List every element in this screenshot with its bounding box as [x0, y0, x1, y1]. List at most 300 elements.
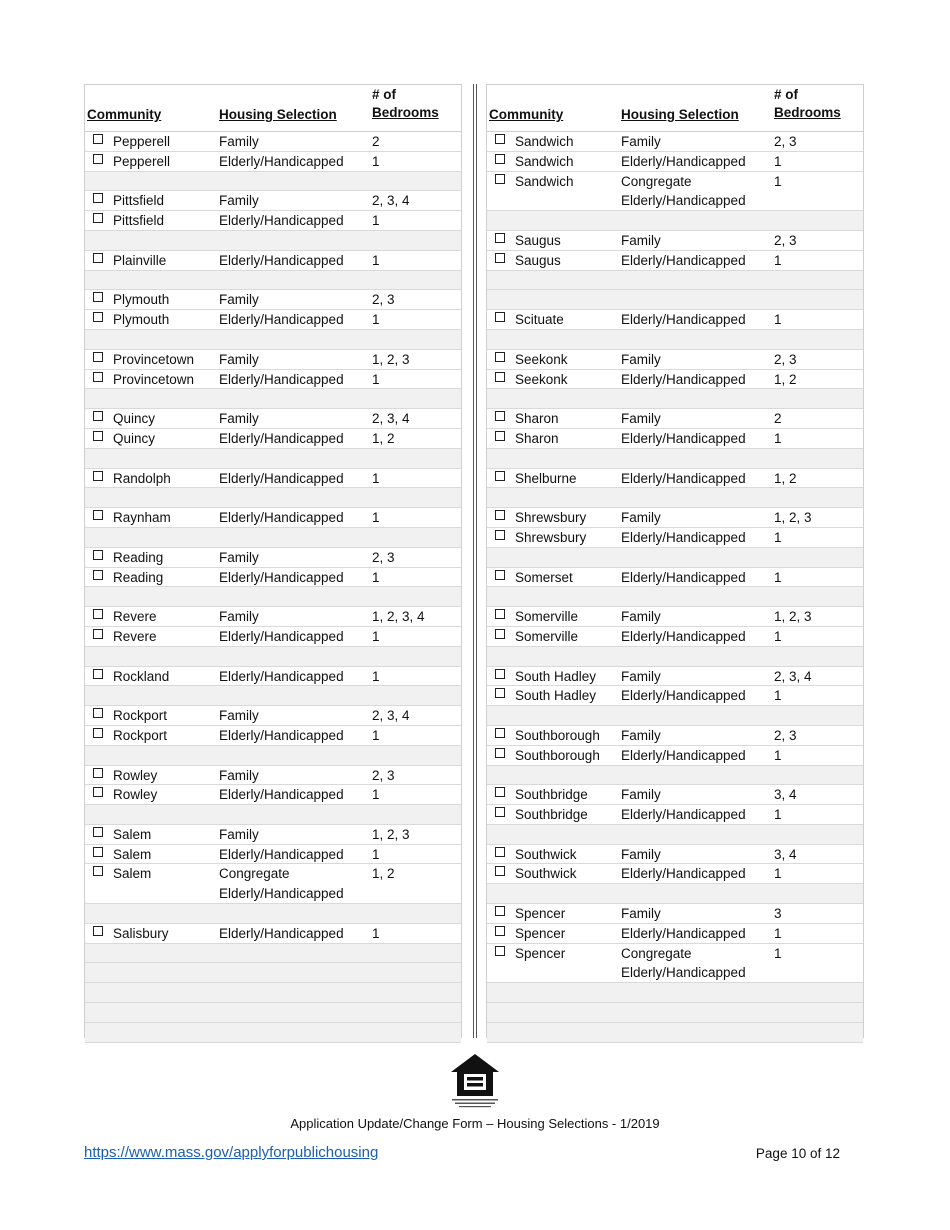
selection-checkbox[interactable]: [93, 352, 103, 362]
housing-selection: Family: [219, 351, 259, 367]
housing-selection: Elderly/Handicapped: [621, 866, 746, 882]
selection-checkbox[interactable]: [93, 768, 103, 778]
bedrooms-value: 1, 2, 3: [372, 351, 410, 367]
community-name: Shrewsbury: [515, 529, 587, 545]
housing-selection: Elderly/Handicapped: [621, 153, 746, 169]
spacer-row: [487, 1023, 863, 1043]
selection-checkbox[interactable]: [93, 550, 103, 560]
community-name: Pittsfield: [113, 213, 165, 229]
community-name: Rockport: [113, 708, 168, 724]
community-name: Sharon: [515, 430, 559, 446]
spacer-row: [487, 884, 863, 904]
community-name: Spencer: [515, 925, 566, 941]
selection-checkbox[interactable]: [495, 906, 505, 916]
community-name: Plainville: [113, 252, 167, 268]
community-header: Community: [489, 107, 564, 122]
table-row: [85, 469, 461, 489]
housing-selection: Family: [219, 292, 259, 308]
bedrooms-value: 2, 3, 4: [372, 411, 410, 427]
selection-checkbox[interactable]: [495, 629, 505, 639]
community-name: Reading: [113, 569, 164, 585]
spacer-row: [487, 548, 863, 568]
page-number: Page 10 of 12: [755, 1146, 840, 1161]
bedrooms-value: 1: [774, 628, 782, 644]
spacer-row: [85, 805, 461, 825]
table-row: [487, 370, 863, 390]
bedrooms-value: 1, 2: [774, 470, 797, 486]
bedrooms-value: 1: [774, 925, 782, 941]
selection-checkbox[interactable]: [93, 134, 103, 144]
bedrooms-value: 1: [372, 371, 380, 387]
bedrooms-header-line2: Bedrooms: [774, 105, 841, 120]
spacer-row: [85, 231, 461, 251]
housing-selection: Elderly/Handicapped: [219, 925, 344, 941]
footer-title: Application Update/Change Form – Housing Selections - 1/2019: [290, 1116, 660, 1131]
community-name: Plymouth: [113, 292, 170, 308]
table-row: [85, 132, 461, 152]
right-table: [486, 84, 864, 1038]
selection-checkbox[interactable]: [495, 807, 505, 817]
bedrooms-value: 3, 4: [774, 787, 797, 803]
column-divider: [473, 84, 477, 1038]
housing-selection: Family: [621, 351, 661, 367]
selection-checkbox[interactable]: [495, 174, 505, 184]
housing-selection: Elderly/Handicapped: [219, 628, 344, 644]
table-row: [85, 845, 461, 865]
bedrooms-value: 1, 2: [372, 430, 395, 446]
left-table: [84, 84, 462, 1038]
housing-selection: Elderly/Handicapped: [219, 787, 344, 803]
bedrooms-value: 1, 2, 3: [774, 609, 812, 625]
table-row: [487, 805, 863, 825]
spacer-row: [85, 389, 461, 409]
table-row: [85, 548, 461, 568]
right-rows: [487, 132, 863, 1043]
selection-checkbox[interactable]: [93, 926, 103, 936]
table-row: [487, 607, 863, 627]
bedrooms-value: 1: [774, 807, 782, 823]
selection-checkbox[interactable]: [93, 708, 103, 718]
spacer-row: [487, 330, 863, 350]
selection-checkbox[interactable]: [495, 411, 505, 421]
housing-selection: Elderly/Handicapped: [219, 569, 344, 585]
table-row: [85, 766, 461, 786]
table-row: [85, 785, 461, 805]
bedrooms-value: 1: [372, 628, 380, 644]
housing-selection: Elderly/Handicapped: [621, 371, 746, 387]
table-header: [487, 85, 863, 132]
selection-checkbox[interactable]: [93, 193, 103, 203]
community-name: Salem: [113, 826, 152, 842]
selection-checkbox[interactable]: [495, 312, 505, 322]
selection-checkbox[interactable]: [495, 787, 505, 797]
housing-selection: Family: [219, 708, 259, 724]
bedrooms-value: 1: [372, 213, 380, 229]
table-row: [487, 429, 863, 449]
housing-selection: Family: [621, 846, 661, 862]
table-row: [85, 290, 461, 310]
housing-selection: Family: [621, 411, 661, 427]
housing-selection: Elderly/Handicapped: [219, 727, 344, 743]
spacer-row: [85, 271, 461, 291]
selection-checkbox[interactable]: [495, 688, 505, 698]
spacer-row: [487, 290, 863, 310]
community-name: Somerville: [515, 609, 579, 625]
selection-checkbox[interactable]: [93, 213, 103, 223]
selection-checkbox[interactable]: [93, 629, 103, 639]
bedrooms-value: 1: [372, 153, 380, 169]
table-row: [85, 667, 461, 687]
table-row: [85, 568, 461, 588]
bedrooms-value: 1: [372, 787, 380, 803]
table-row: [487, 172, 863, 212]
spacer-row: [487, 1003, 863, 1023]
selection-checkbox[interactable]: [495, 609, 505, 619]
selection-checkbox[interactable]: [93, 728, 103, 738]
community-name: Somerset: [515, 569, 573, 585]
housing-selection: Elderly/Handicapped: [219, 470, 344, 486]
community-name: Shelburne: [515, 470, 577, 486]
table-row: [85, 627, 461, 647]
community-name: Spencer: [515, 906, 566, 922]
housing-selection: Elderly/Handicapped: [621, 925, 746, 941]
selection-checkbox[interactable]: [495, 134, 505, 144]
equal-housing-opportunity-icon: [449, 1052, 501, 1108]
spacer-row: [487, 449, 863, 469]
selection-checkbox[interactable]: [495, 570, 505, 580]
selection-checkbox[interactable]: [495, 233, 505, 243]
table-row: [85, 350, 461, 370]
selection-checkbox[interactable]: [93, 510, 103, 520]
bedrooms-header-line2: Bedrooms: [372, 105, 439, 120]
community-name: Southwick: [515, 866, 577, 882]
housing-selection: Elderly/Handicapped: [219, 371, 344, 387]
bedrooms-value: 1: [774, 945, 782, 961]
bedrooms-value: 3: [774, 906, 782, 922]
housing-selection: Family: [219, 826, 259, 842]
table-row: [487, 944, 863, 984]
spacer-row: [85, 944, 461, 964]
selection-checkbox[interactable]: [93, 372, 103, 382]
table-row: [487, 667, 863, 687]
table-row: [487, 469, 863, 489]
selection-checkbox[interactable]: [93, 292, 103, 302]
housing-selection: Family: [621, 609, 661, 625]
community-header: Community: [87, 107, 162, 122]
housing-selection: Congregate: [621, 173, 692, 189]
bedrooms-value: 3, 4: [774, 846, 797, 862]
table-row: [487, 132, 863, 152]
bedrooms-value: 1: [372, 846, 380, 862]
community-name: Sandwich: [515, 153, 574, 169]
selection-checkbox[interactable]: [93, 471, 103, 481]
table-row: [487, 409, 863, 429]
community-name: Rowley: [113, 787, 158, 803]
bedrooms-value: 2, 3: [774, 351, 797, 367]
table-row: [85, 409, 461, 429]
table-row: [85, 310, 461, 330]
spacer-row: [85, 587, 461, 607]
housing-selection: Elderly/Handicapped: [621, 569, 746, 585]
selection-checkbox[interactable]: [495, 510, 505, 520]
spacer-row: [487, 587, 863, 607]
selection-checkbox[interactable]: [93, 669, 103, 679]
spacer-row: [85, 963, 461, 983]
bedrooms-header: [774, 86, 841, 122]
spacer-row: [487, 983, 863, 1003]
selection-checkbox[interactable]: [93, 570, 103, 580]
left-rows: [85, 132, 461, 1043]
spacer-row: [487, 211, 863, 231]
housing-selection-line2: Elderly/Handicapped: [621, 965, 746, 981]
bedrooms-value: 1: [774, 173, 782, 189]
spacer-row: [85, 746, 461, 766]
selection-checkbox[interactable]: [495, 431, 505, 441]
housing-selection: Family: [219, 549, 259, 565]
community-name: Salem: [113, 846, 152, 862]
spacer-row: [85, 904, 461, 924]
housing-selection: Elderly/Handicapped: [219, 846, 344, 862]
table-row: [85, 152, 461, 172]
table-row: [85, 825, 461, 845]
spacer-row: [85, 1003, 461, 1023]
housing-selection: Family: [219, 411, 259, 427]
community-name: Revere: [113, 628, 157, 644]
selection-checkbox[interactable]: [93, 431, 103, 441]
bedrooms-value: 2, 3: [372, 549, 395, 565]
community-name: Pepperell: [113, 134, 171, 149]
housing-selection: Family: [219, 609, 259, 625]
selection-checkbox[interactable]: [495, 748, 505, 758]
table-row: [487, 528, 863, 548]
housing-selection-header: Housing Selection: [621, 107, 739, 122]
spacer-row: [85, 647, 461, 667]
bedrooms-value: 1: [372, 668, 380, 684]
bedrooms-value: 1: [774, 569, 782, 585]
table-row: [85, 370, 461, 390]
housing-selection: Congregate: [219, 866, 290, 882]
housing-selection-line2: Elderly/Handicapped: [621, 193, 746, 209]
bedrooms-value: 1: [774, 252, 782, 268]
table-row: [487, 310, 863, 330]
bedrooms-value: 1, 2, 3: [774, 510, 812, 526]
housing-selection-header: Housing Selection: [219, 107, 337, 122]
community-name: Revere: [113, 609, 157, 625]
housing-selection: Elderly/Handicapped: [219, 213, 344, 229]
table-row: [487, 152, 863, 172]
bedrooms-value: 2, 3, 4: [774, 668, 812, 684]
table-row: [487, 231, 863, 251]
housing-selection: Elderly/Handicapped: [219, 430, 344, 446]
table-row: [487, 845, 863, 865]
apply-link[interactable]: https://www.mass.gov/applyforpublichousing: [84, 1144, 379, 1161]
selection-checkbox[interactable]: [495, 728, 505, 738]
housing-selection: Elderly/Handicapped: [621, 747, 746, 763]
housing-selection: Family: [621, 906, 661, 922]
selection-checkbox[interactable]: [93, 312, 103, 322]
community-name: Randolph: [113, 470, 171, 486]
selection-checkbox[interactable]: [495, 352, 505, 362]
bedrooms-value: 2: [372, 134, 380, 149]
table-row: [487, 746, 863, 766]
bedrooms-value: 1: [774, 430, 782, 446]
spacer-row: [487, 647, 863, 667]
spacer-row: [487, 766, 863, 786]
housing-selection: Family: [219, 193, 259, 209]
community-name: Pepperell: [113, 153, 171, 169]
spacer-row: [85, 1023, 461, 1043]
housing-selection: Elderly/Handicapped: [219, 668, 344, 684]
table-row: [85, 508, 461, 528]
community-name: Sandwich: [515, 134, 574, 149]
community-name: Quincy: [113, 411, 156, 427]
housing-selection: Elderly/Handicapped: [621, 470, 746, 486]
bedrooms-value: 1: [372, 252, 380, 268]
community-name: Provincetown: [113, 371, 195, 387]
table-row: [487, 251, 863, 271]
spacer-row: [487, 389, 863, 409]
selection-checkbox[interactable]: [495, 847, 505, 857]
bedrooms-value: 1: [372, 510, 380, 526]
housing-selection: Elderly/Handicapped: [621, 430, 746, 446]
community-name: Southbridge: [515, 807, 588, 823]
selection-checkbox[interactable]: [495, 154, 505, 164]
community-name: South Hadley: [515, 668, 597, 684]
housing-selection: Family: [621, 232, 661, 248]
bedrooms-value: 1, 2: [372, 866, 395, 882]
housing-selection: Elderly/Handicapped: [621, 688, 746, 704]
table-row: [487, 726, 863, 746]
housing-selection-line2: Elderly/Handicapped: [219, 885, 344, 901]
selection-checkbox[interactable]: [495, 866, 505, 876]
bedrooms-value: 1: [774, 529, 782, 545]
community-name: Rockland: [113, 668, 170, 684]
bedrooms-value: 1: [774, 747, 782, 763]
bedrooms-value: 2, 3: [774, 232, 797, 248]
bedrooms-value: 1: [372, 569, 380, 585]
community-name: Rowley: [113, 767, 158, 783]
spacer-row: [487, 706, 863, 726]
spacer-row: [85, 172, 461, 192]
community-name: Salisbury: [113, 925, 169, 941]
table-row: [487, 924, 863, 944]
community-name: Shrewsbury: [515, 510, 587, 526]
table-row: [85, 607, 461, 627]
community-name: Pittsfield: [113, 193, 165, 209]
spacer-row: [487, 825, 863, 845]
bedrooms-value: 1, 2, 3, 4: [372, 609, 425, 625]
bedrooms-value: 1: [774, 312, 782, 328]
community-name: Spencer: [515, 945, 566, 961]
community-name: Sharon: [515, 411, 559, 427]
housing-selection: Elderly/Handicapped: [621, 529, 746, 545]
selection-checkbox[interactable]: [93, 411, 103, 421]
housing-selection: Elderly/Handicapped: [219, 312, 344, 328]
bedrooms-value: 2, 3: [372, 292, 395, 308]
selection-checkbox[interactable]: [93, 866, 103, 876]
selection-checkbox[interactable]: [495, 530, 505, 540]
table-row: [85, 251, 461, 271]
bedrooms-header: [372, 86, 439, 122]
selection-checkbox[interactable]: [93, 787, 103, 797]
housing-selection: Elderly/Handicapped: [621, 628, 746, 644]
housing-selection: Elderly/Handicapped: [621, 312, 746, 328]
selection-checkbox[interactable]: [93, 827, 103, 837]
community-name: Quincy: [113, 430, 156, 446]
spacer-row: [487, 271, 863, 291]
community-name: Salem: [113, 866, 152, 882]
community-name: Saugus: [515, 232, 561, 248]
table-row: [85, 211, 461, 231]
spacer-row: [85, 528, 461, 548]
selection-checkbox[interactable]: [93, 253, 103, 263]
housing-selection: Family: [219, 134, 259, 149]
table-row: [487, 350, 863, 370]
community-name: Seekonk: [515, 351, 568, 367]
selection-checkbox[interactable]: [495, 471, 505, 481]
spacer-row: [85, 686, 461, 706]
housing-selection: Congregate: [621, 945, 692, 961]
bedrooms-value: 2, 3, 4: [372, 708, 410, 724]
housing-selection: Family: [621, 668, 661, 684]
housing-selection: Family: [621, 727, 661, 743]
bedrooms-header-line1: # of: [372, 87, 397, 102]
community-name: Sandwich: [515, 173, 574, 189]
housing-selection: Family: [621, 134, 661, 149]
selection-checkbox[interactable]: [93, 154, 103, 164]
table-row: [487, 508, 863, 528]
community-name: Scituate: [515, 312, 564, 328]
table-row: [487, 627, 863, 647]
table-row: [487, 864, 863, 884]
selection-checkbox[interactable]: [495, 669, 505, 679]
bedrooms-value: 1: [372, 925, 380, 941]
bedrooms-value: 2, 3: [372, 767, 395, 783]
spacer-row: [85, 449, 461, 469]
community-name: Plymouth: [113, 312, 170, 328]
selection-checkbox[interactable]: [93, 847, 103, 857]
table-header: [85, 85, 461, 132]
community-name: Southbridge: [515, 787, 588, 803]
community-name: South Hadley: [515, 688, 597, 704]
bedrooms-value: 1, 2: [774, 371, 797, 387]
community-name: Southwick: [515, 846, 577, 862]
housing-selection: Elderly/Handicapped: [219, 153, 344, 169]
bedrooms-value: 2, 3: [774, 727, 797, 743]
bedrooms-value: 1: [774, 153, 782, 169]
selection-checkbox[interactable]: [495, 372, 505, 382]
spacer-row: [85, 488, 461, 508]
selection-checkbox[interactable]: [495, 253, 505, 263]
table-row: [85, 429, 461, 449]
spacer-row: [487, 488, 863, 508]
spacer-row: [85, 983, 461, 1003]
table-row: [85, 924, 461, 944]
community-name: Southborough: [515, 727, 600, 743]
housing-selection: Elderly/Handicapped: [219, 510, 344, 526]
selection-checkbox[interactable]: [495, 926, 505, 936]
bedrooms-value: 1, 2, 3: [372, 826, 410, 842]
table-row: [85, 726, 461, 746]
bedrooms-value: 1: [372, 727, 380, 743]
selection-checkbox[interactable]: [495, 946, 505, 956]
table-row: [85, 864, 461, 904]
bedrooms-value: 1: [372, 312, 380, 328]
table-row: [85, 191, 461, 211]
selection-checkbox[interactable]: [93, 609, 103, 619]
community-name: Southborough: [515, 747, 600, 763]
community-name: Rockport: [113, 727, 168, 743]
